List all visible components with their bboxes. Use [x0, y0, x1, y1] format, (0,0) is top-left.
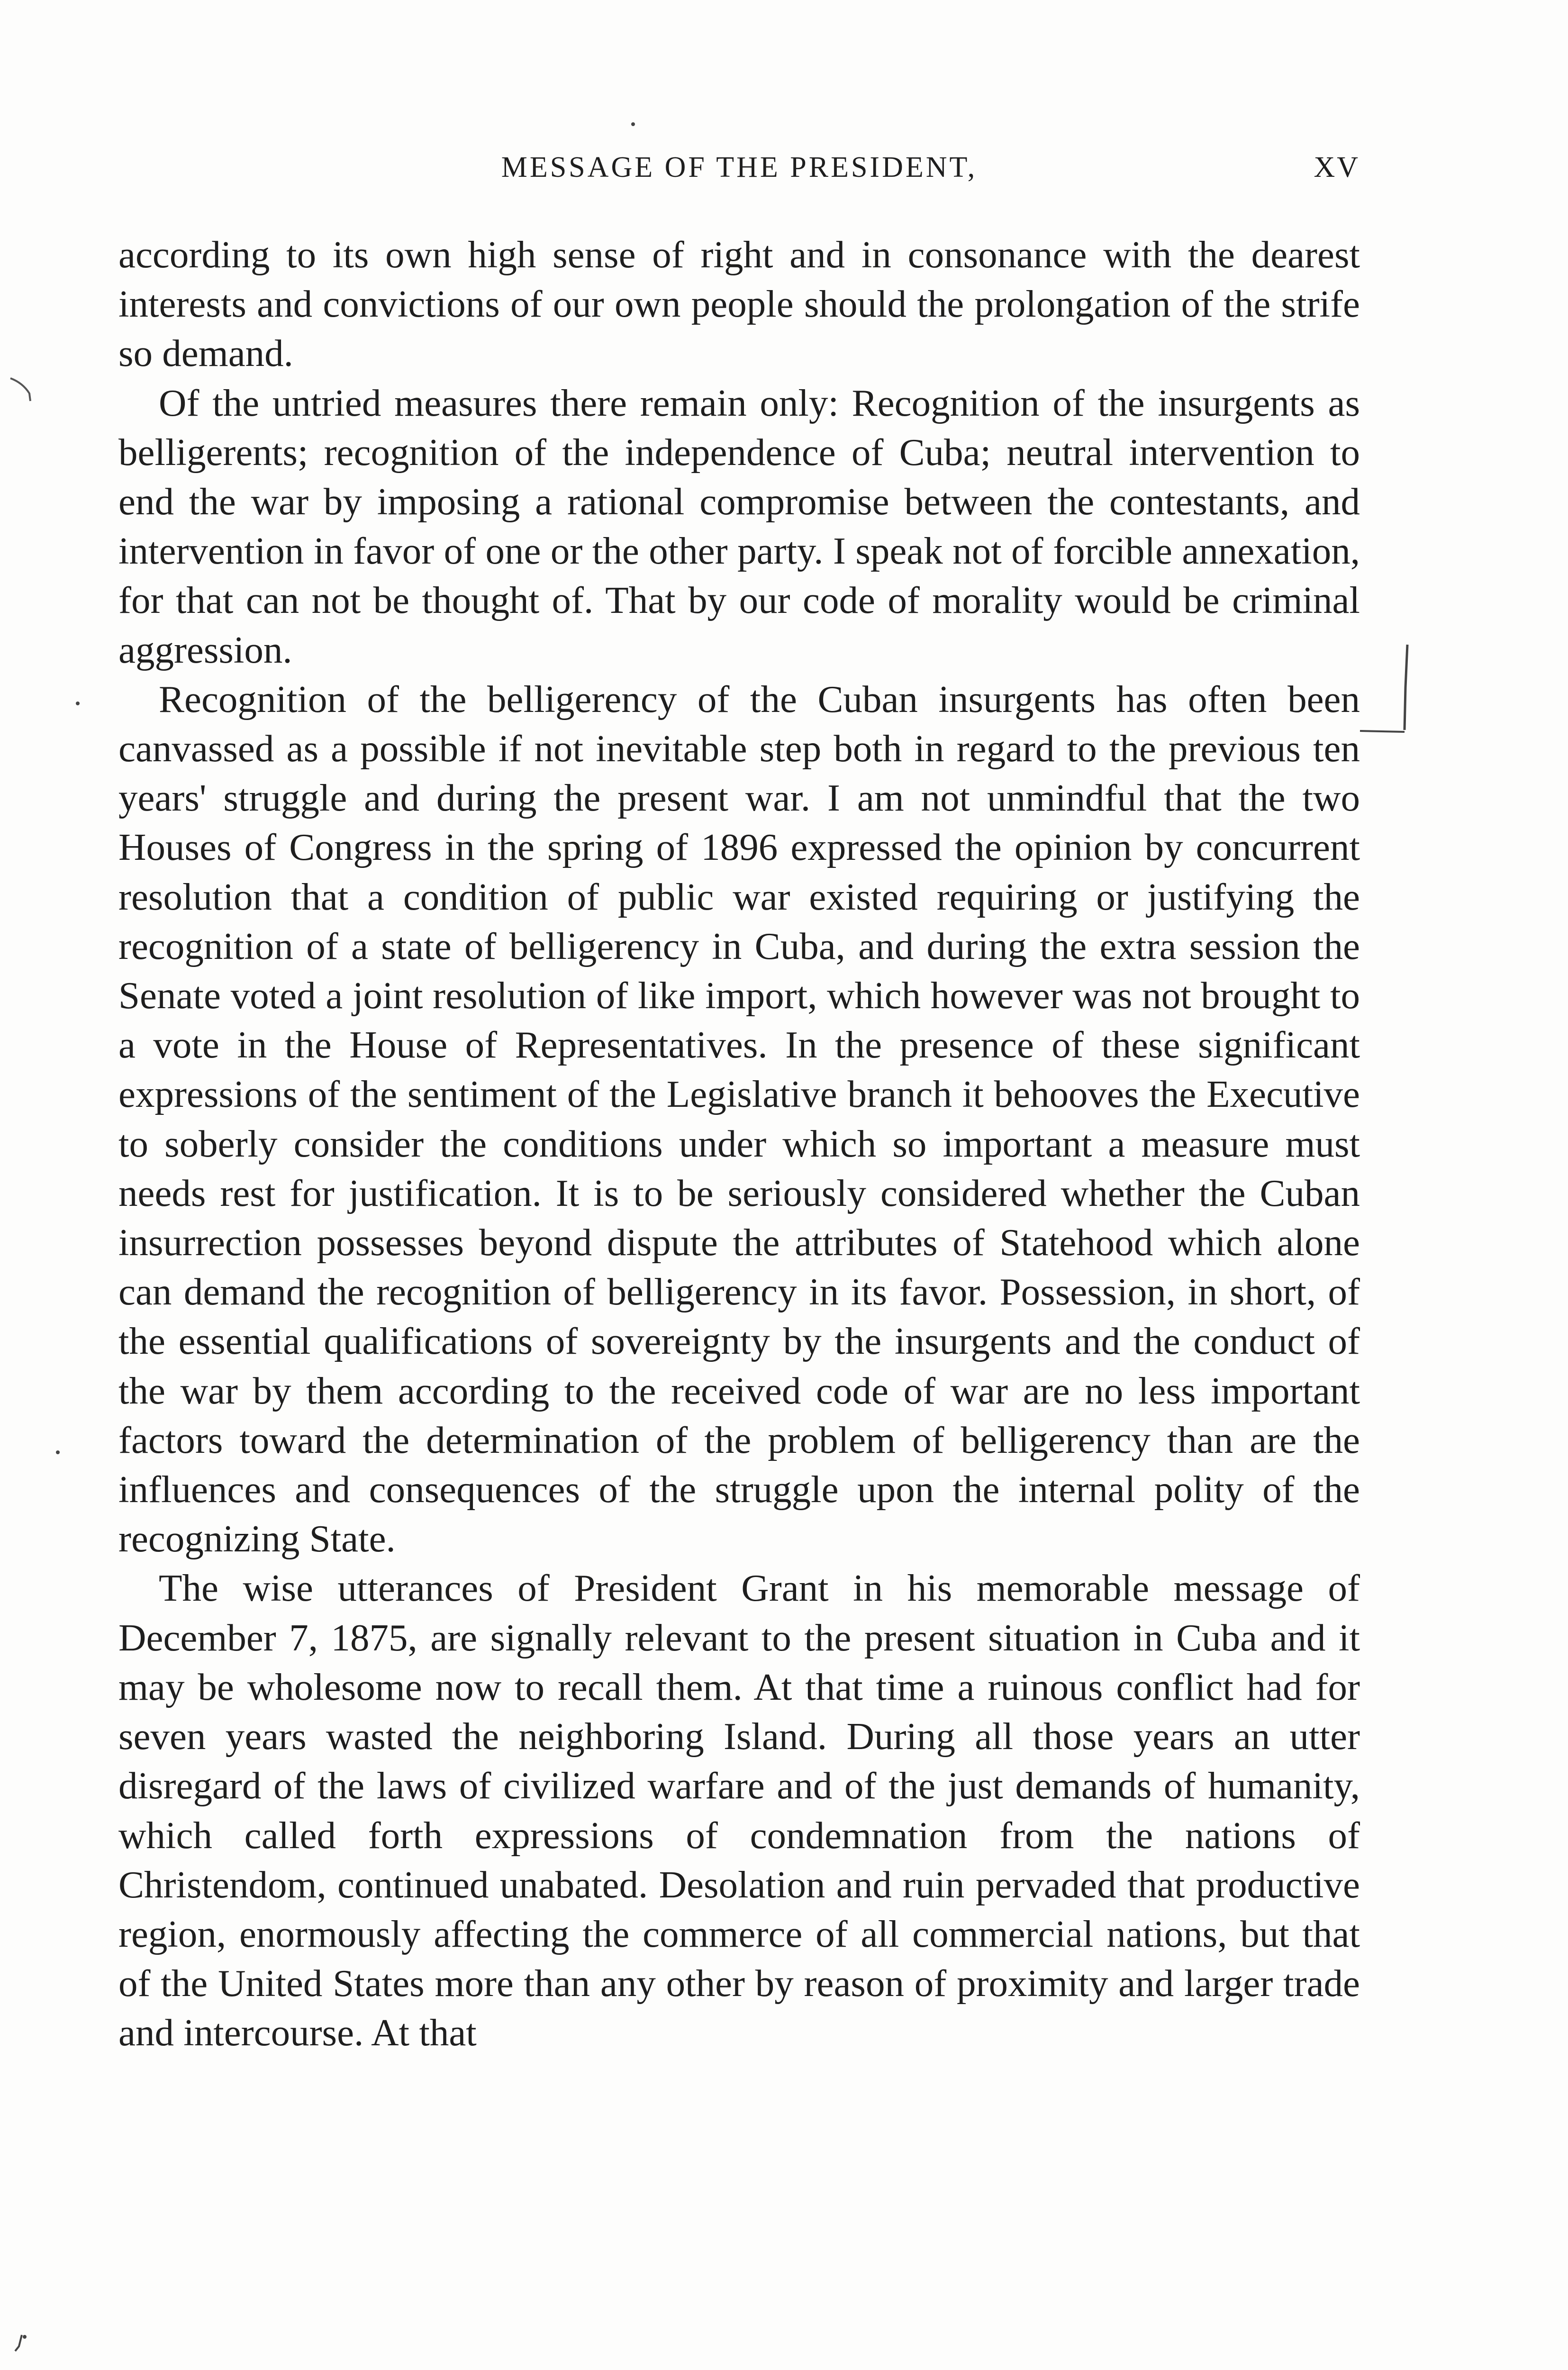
- page-speck: [76, 702, 80, 705]
- running-head: [118, 151, 1360, 198]
- paragraph-break-mark: [1355, 630, 1422, 763]
- paragraph-recognition-belligerency: Recognition of the belligerency of the Cuban insurgents has often been canvassed as a possible if not inevitable step both in regard to the previous ten years' struggle and during the present war. I am not unmindful that the two Houses of Congress in the spring of 1896 expressed the opinion by concurrent resolution that a condition of public war existed requiring or justifying the recognition of a state of belligerency in Cuba, and during the extra session the Senate voted a joint resolution of like import, which however was not brought to a vote in the House of Representatives. In the presence of these significant expressions of the sentiment of the Legislative branch it behooves the Executive to soberly consider the conditions under which so important a measure must needs rest for justification. It is to be seriously considered whether the Cuban insurrection possesses beyond dispute the attributes of Statehood which alone can demand the recognition of belligerency in its favor. Possession, in short, of the essential qualifications of sovereignty by the insurgents and the conduct of the war by them according to the received code of war are no less important factors toward the determination of the problem of belligerency than are the influences and consequences of the struggle upon the internal polity of the recognizing State.: [118, 677, 1360, 1560]
- page-speck: [56, 1450, 60, 1454]
- body-text: [118, 230, 1360, 2058]
- paragraph-untried-measures: Of the untried measures there remain only: Recognition of the insurgents as belligerents; recognition of the independence of Cuba; neutral intervention to end the war by imposing a rational compromise between the contestants, and intervention in favor of one or the other party. I speak not of forcible annexation, for that can not be thought of. That by our code of morality would be criminal aggression.: [118, 381, 1360, 671]
- paragraph-continuation: according to its own high sense of right and in consonance with the dearest interests and convictions of our own people should the prolongation of the strife so demand.: [118, 233, 1360, 375]
- page-speck: [631, 122, 635, 126]
- page-number: XV: [1314, 151, 1360, 183]
- margin-comma-mark: [10, 2332, 34, 2356]
- margin-tick-mark: [9, 374, 37, 412]
- running-head-title: MESSAGE OF THE PRESIDENT,: [501, 151, 978, 183]
- paragraph-president-grant: The wise utterances of President Grant in his memorable message of December 7, 1875, are signally relevant to the present situation in Cuba and it may be wholesome now to recall them. At that time a ruinous conflict had for seven years wasted the neighboring Island. During all those years an utter disregard of the laws of civilized warfare and of the just demands of humanity, which called forth expressions of condemnation from the nations of Christendom, continued unabated. Desolation and ruin pervaded that productive region, enormously affecting the commerce of all commercial nations, but that of the United States more than any other by reason of proximity and larger trade and intercourse. At that: [118, 1567, 1360, 2054]
